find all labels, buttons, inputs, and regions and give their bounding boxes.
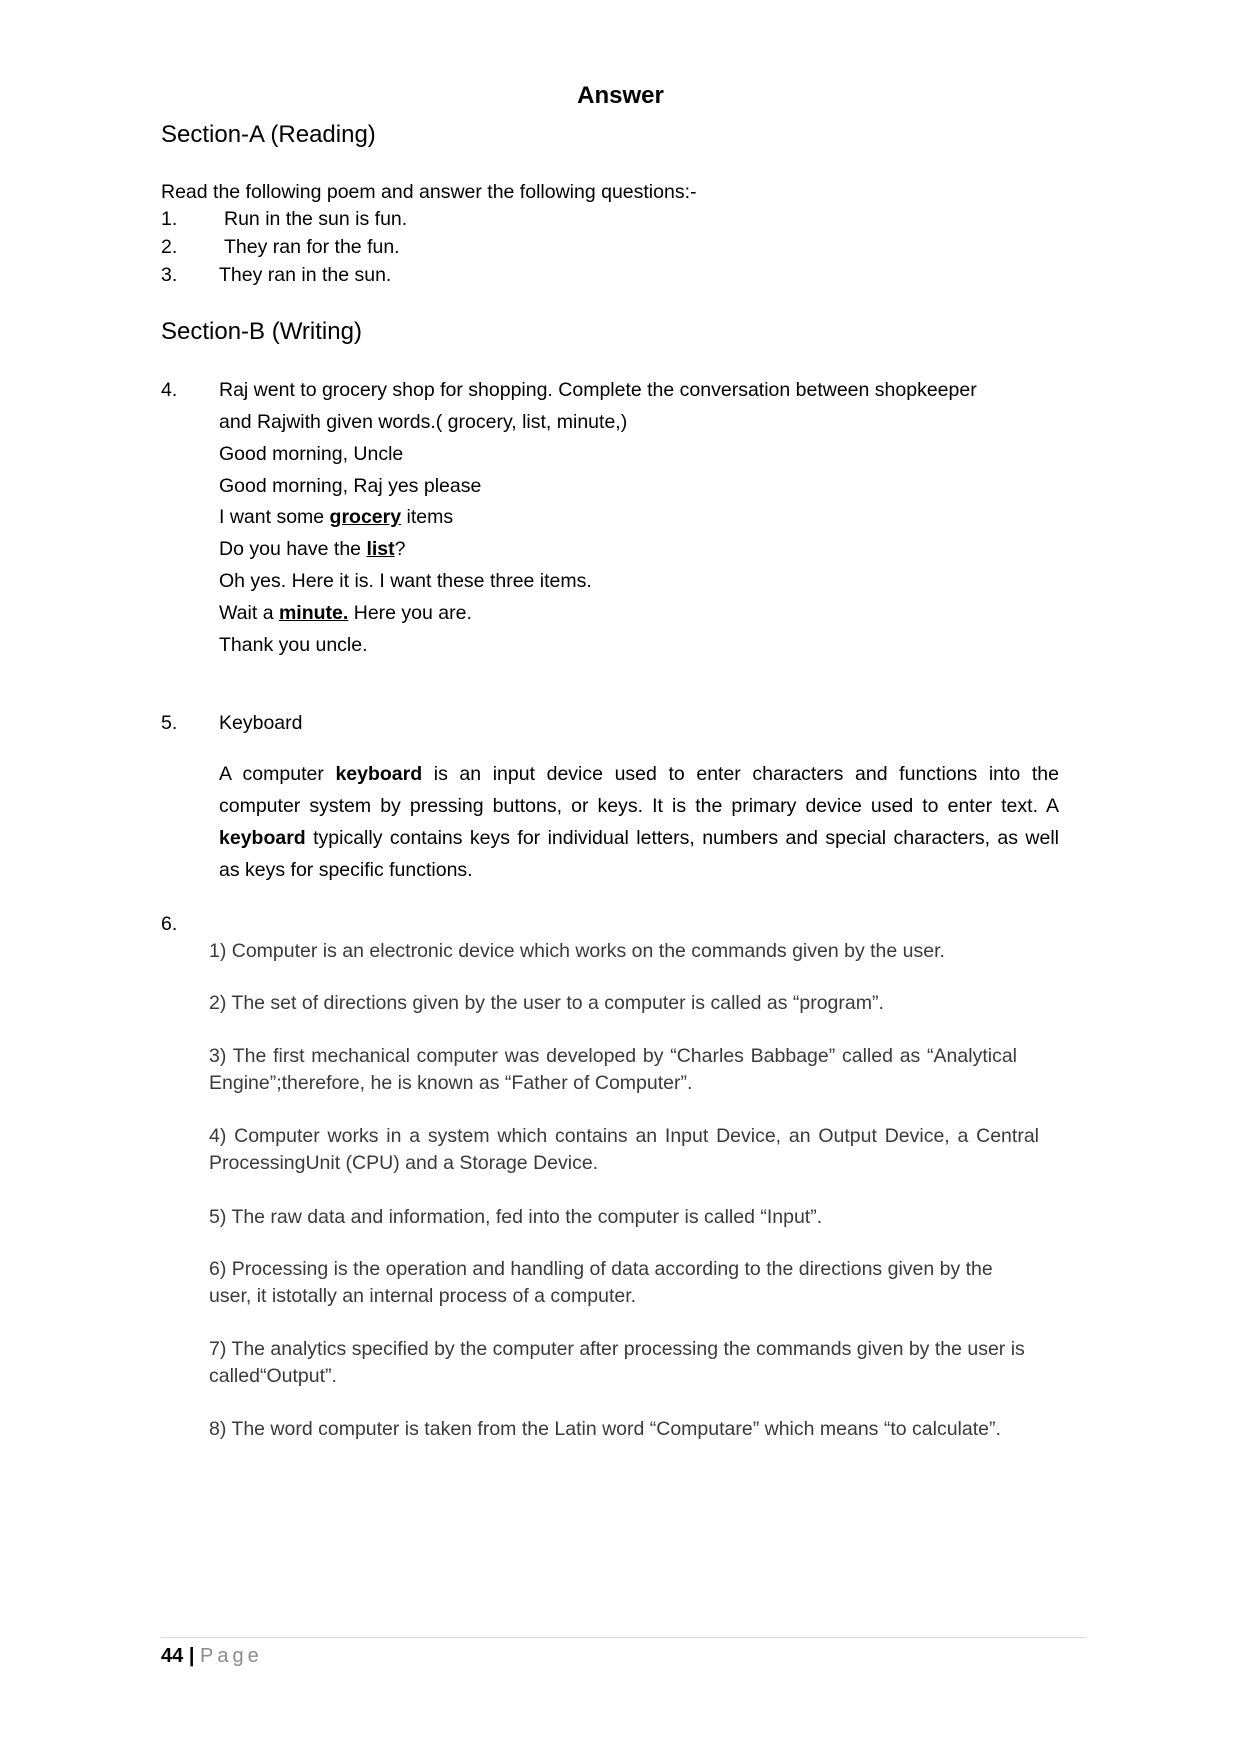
section-a-heading: Section-A (Reading) [161,121,376,148]
line-text: Here you are. [348,602,472,624]
answer-word: minute. [278,602,349,624]
item-number: 3. [161,264,178,286]
q6-answer-item: 2) The set of directions given by the user to a computer is called as “program”. [209,992,884,1014]
conversation-line: Good morning, Uncle [219,443,404,465]
keyboard-paragraph [219,758,1059,886]
q6-answer-item: 5) The raw data and information, fed into the computer is called “Input”. [209,1206,823,1228]
line-text: Wait a [219,602,279,624]
answer-text: Run in the sun is fun. [224,208,408,230]
conversation-line: Thank you uncle. [219,634,368,656]
section-b-heading: Section-B (Writing) [161,318,362,345]
bold-term: keyboard [335,763,423,785]
conversation-line [219,505,453,529]
para-text: typically contains keys for individual letters, numbers and special characters, as well as keys for specific functions. [219,827,1059,881]
q6-answer-item: 1) Computer is an electronic device which works on the commands given by the user. [209,940,945,962]
question-number: 6. [161,913,178,935]
footer-divider [161,1637,1086,1638]
q4-prompt-line: and Rajwith given words.( grocery, list, minute,) [219,411,628,433]
q6-answer-item: 8) The word computer is taken from the Latin word “Computare” which means “to calculate”. [209,1418,1001,1440]
q6-answer-item: 6) Processing is the operation and handling of data according to the directions given by the user, it istotally an internal process of a computer. [209,1258,993,1307]
line-text: Do you have the [219,538,367,560]
para-text: is an input device used to enter characters and functions into the computer system by pressing buttons, or keys. It is the primary device used to enter text. A [219,763,1059,817]
answer-word: list [366,538,395,560]
line-text: I want some [219,506,330,528]
q6-answer-item: 3) The first mechanical computer was developed by “Charles Babbage” called as “Analytical Engine”;therefore, he is known as “Father of Computer”. [209,1045,1017,1094]
conversation-line: Good morning, Raj yes please [219,475,482,497]
item-number: 1. [161,208,178,230]
bold-term: keyboard [219,827,306,849]
page-label: Page [199,1645,263,1667]
q5-heading: Keyboard [219,712,303,734]
answer-word: grocery [329,506,402,528]
answer-text: They ran for the fun. [224,236,400,258]
answer-text: They ran in the sun. [219,264,392,286]
footer-separator: | [188,1645,195,1667]
para-text: A computer [219,763,336,785]
q6-answer-item: 7) The analytics specified by the computer after processing the commands given by the user is called“Output”. [209,1338,1025,1387]
page-number: 44 [161,1645,184,1667]
q6-answer-item: 4) Computer works in a system which contains an Input Device, an Output Device, a Central ProcessingUnit (CPU) and a Storage Device. [209,1125,1039,1174]
conversation-line [219,601,472,625]
item-number: 2. [161,236,178,258]
q4-prompt-line: Raj went to grocery shop for shopping. Complete the conversation between shopkeeper [219,379,977,401]
section-a-intro: Read the following poem and answer the following questions:- [161,181,697,203]
page-title: Answer [577,82,664,109]
question-number: 5. [161,712,178,734]
conversation-line [219,537,405,561]
line-text: items [401,506,454,528]
question-number: 4. [161,379,178,401]
line-text: ? [394,538,406,560]
conversation-line: Oh yes. Here it is. I want these three items. [219,570,592,592]
page-footer [161,1642,263,1670]
